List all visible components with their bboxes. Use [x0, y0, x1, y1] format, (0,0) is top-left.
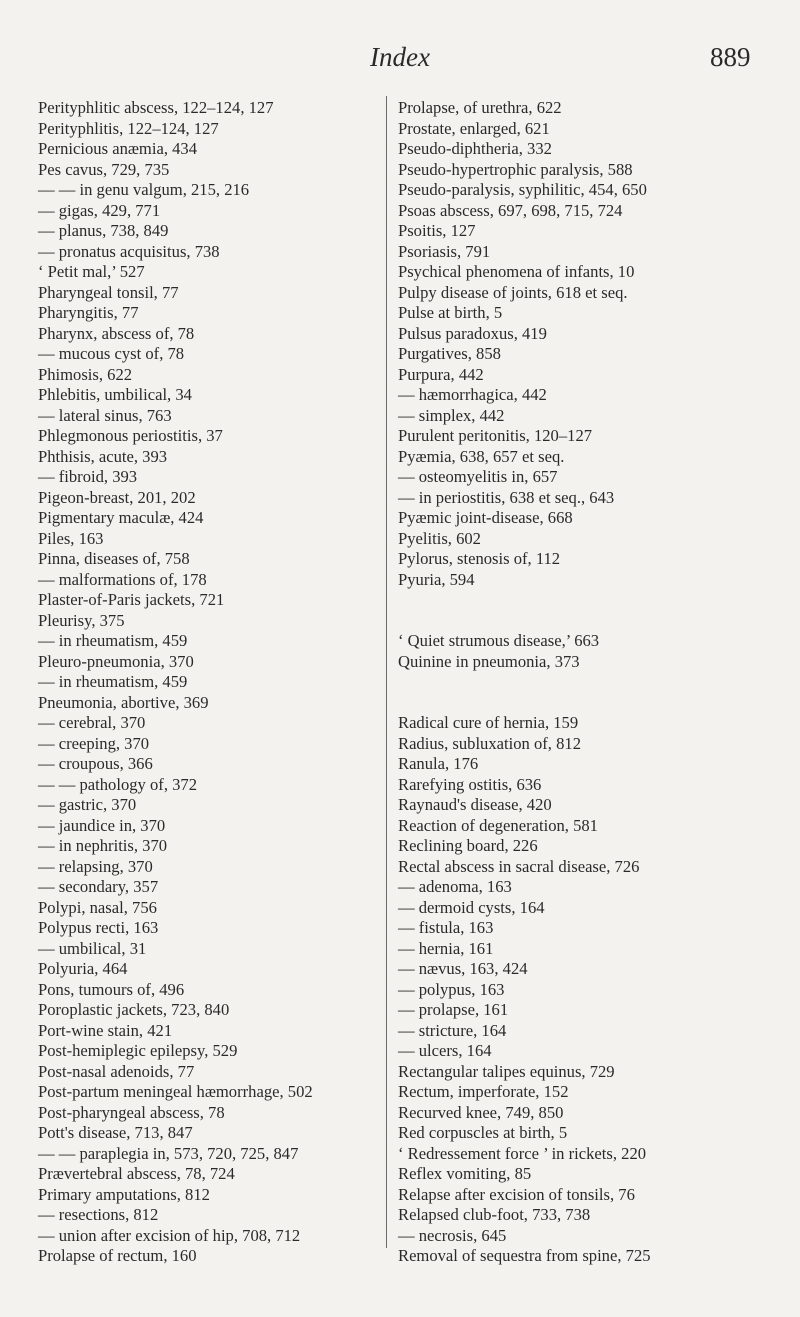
index-entry: Pulse at birth, 5 — [398, 303, 503, 322]
index-entry: — prolapse, 161 — [398, 1000, 509, 1019]
index-entry: Pyæmia, 638, 657 et seq. — [398, 446, 565, 466]
index-entry: Post-pharyngeal abscess, 78 — [38, 1102, 225, 1122]
index-entry: — relapsing, 370 — [38, 856, 153, 876]
index-entry: Pharynx, abscess of, 78 — [38, 323, 195, 343]
index-entry: Rectal abscess in sacral disease, 726 — [398, 856, 640, 876]
index-entry: Polyuria, 464 — [38, 959, 128, 978]
index-entry: Perityphlitic abscess, 122–124, 127 — [38, 98, 274, 117]
index-entry: Pes cavus, 729, 735 — [38, 159, 170, 179]
index-entry: Rarefying ostitis, 636 — [398, 774, 542, 794]
index-entry: — union after excision of hip, 708, 712 — [38, 1225, 301, 1245]
index-entry: Phthisis, acute, 393 — [38, 446, 168, 466]
index-entry: Ranula, 176 — [398, 754, 479, 773]
index-column-right — [398, 98, 796, 1267]
index-entry: Pigmentary maculæ, 424 — [38, 508, 204, 527]
index-entry: Pinna, diseases of, 758 — [38, 549, 190, 568]
index-entry: Psoas abscess, 697, 698, 715, 724 — [398, 200, 623, 220]
index-entry: Rectangular talipes equinus, 729 — [398, 1061, 615, 1081]
index-entry: Reflex vomiting, 85 — [398, 1164, 532, 1183]
index-entry: Red corpuscles at birth, 5 — [398, 1123, 568, 1142]
index-entry: — croupous, 366 — [38, 754, 153, 773]
index-entry: Polypus recti, 163 — [38, 918, 159, 937]
index-entry: Pylorus, stenosis of, 112 — [398, 549, 561, 568]
index-entry: — gastric, 370 — [38, 795, 137, 814]
running-title: Index — [370, 42, 430, 72]
index-entry: Pott's disease, 713, 847 — [38, 1123, 193, 1142]
index-entry: Phimosis, 622 — [38, 364, 133, 384]
index-entry: Pons, tumours of, 496 — [38, 979, 185, 999]
index-entry: — polypus, 163 — [398, 979, 505, 999]
index-entry: — secondary, 357 — [38, 877, 159, 896]
index-entry: — nævus, 163, 424 — [398, 959, 528, 978]
index-entry: Purgatives, 858 — [398, 344, 501, 363]
index-entry: Poroplastic jackets, 723, 840 — [38, 1000, 230, 1019]
index-entry: — simplex, 442 — [398, 405, 505, 425]
index-entry: Piles, 163 — [38, 528, 104, 548]
index-entry: Pleuro-pneumonia, 370 — [38, 651, 194, 671]
index-entry: Relapsed club-foot, 733, 738 — [398, 1205, 591, 1224]
index-entry: Pharyngeal tonsil, 77 — [38, 282, 179, 302]
index-entry: — malformations of, 178 — [38, 569, 207, 589]
index-entry: Relapse after excision of tonsils, 76 — [398, 1184, 635, 1204]
index-entry: — mucous cyst of, 78 — [38, 344, 185, 363]
index-entry: — ulcers, 164 — [398, 1041, 492, 1060]
index-entry: Prostate, enlarged, 621 — [398, 118, 550, 138]
index-entry: Pseudo-paralysis, syphilitic, 454, 650 — [398, 180, 647, 199]
index-entry: — planus, 738, 849 — [38, 221, 169, 240]
index-entry: Polypi, nasal, 756 — [38, 897, 157, 917]
index-entry: ‘ Petit mal,’ 527 — [38, 262, 145, 281]
index-entry: Pernicious anæmia, 434 — [38, 139, 198, 158]
index-entry: Reaction of degeneration, 581 — [398, 815, 598, 835]
index-entry: — lateral sinus, 763 — [38, 405, 172, 425]
index-entry: Plaster-of-Paris jackets, 721 — [38, 590, 225, 609]
index-entry: — dermoid cysts, 164 — [398, 897, 545, 917]
index-entry: — hernia, 161 — [398, 938, 494, 958]
index-entry: — adenoma, 163 — [398, 877, 512, 896]
index-entry: Post-partum meningeal hæmorrhage, 502 — [38, 1082, 313, 1101]
index-entry: Radius, subluxation of, 812 — [398, 733, 581, 753]
column-divider — [386, 96, 387, 1248]
index-entry: Psoriasis, 791 — [398, 241, 491, 261]
index-entry: Radical cure of hernia, 159 — [398, 713, 579, 732]
index-entry: Reclining board, 226 — [398, 836, 538, 855]
index-entry: — fibroid, 393 — [38, 467, 138, 486]
index-entry: Psoitis, 127 — [398, 221, 476, 240]
index-entry: — necrosis, 645 — [398, 1225, 507, 1245]
index-entry: Primary amputations, 812 — [38, 1184, 210, 1204]
section-gap — [398, 590, 796, 611]
index-entry: Phlebitis, umbilical, 34 — [38, 385, 192, 404]
index-entry: — resections, 812 — [38, 1205, 159, 1224]
index-entry: — fistula, 163 — [398, 918, 494, 937]
index-entry: — stricture, 164 — [398, 1020, 507, 1040]
index-entry: — — in genu valgum, 215, 216 — [38, 180, 250, 199]
section-gap — [398, 611, 796, 632]
page-number: 889 — [710, 42, 751, 72]
index-entry: — jaundice in, 370 — [38, 815, 166, 835]
index-entry: Psychical phenomena of infants, 10 — [398, 262, 635, 281]
index-entry: Quinine in pneumonia, 373 — [398, 651, 580, 671]
index-entry: Purpura, 442 — [398, 364, 484, 384]
index-entry: Pseudo-hypertrophic paralysis, 588 — [398, 159, 633, 179]
index-entry: — osteomyelitis in, 657 — [398, 467, 558, 486]
index-entry: Pseudo-diphtheria, 332 — [398, 139, 552, 158]
index-entry: Pyæmic joint-disease, 668 — [398, 508, 573, 527]
index-entry: — in rheumatism, 459 — [38, 672, 188, 691]
index-entry: Recurved knee, 749, 850 — [398, 1102, 564, 1122]
index-entry: — in nephritis, 370 — [38, 836, 168, 855]
index-entry: Removal of sequestra from spine, 725 — [398, 1246, 651, 1265]
index-entry: ‘ Quiet strumous disease,’ 663 — [398, 631, 600, 650]
section-gap — [398, 672, 796, 693]
index-entry: — in periostitis, 638 et seq., 643 — [398, 487, 615, 507]
index-entry: Prolapse of rectum, 160 — [38, 1246, 197, 1265]
index-entry: Pyuria, 594 — [398, 569, 475, 589]
index-entry: Rectum, imperforate, 152 — [398, 1082, 569, 1101]
index-entry: Phlegmonous periostitis, 37 — [38, 426, 223, 445]
index-entry: — — paraplegia in, 573, 720, 725, 847 — [38, 1143, 299, 1163]
index-entry: — gigas, 429, 771 — [38, 200, 161, 220]
index-entry: — hæmorrhagica, 442 — [398, 385, 547, 404]
index-entry: ‘ Redressement force ’ in rickets, 220 — [398, 1143, 647, 1163]
index-entry: Pigeon-breast, 201, 202 — [38, 487, 196, 507]
index-entry: Raynaud's disease, 420 — [398, 795, 552, 814]
index-entry: Post-hemiplegic epilepsy, 529 — [38, 1041, 238, 1060]
index-entry: Port-wine stain, 421 — [38, 1020, 173, 1040]
index-entry: Prolapse, of urethra, 622 — [398, 98, 562, 117]
index-entry: Pyelitis, 602 — [398, 528, 481, 548]
index-entry: Post-nasal adenoids, 77 — [38, 1061, 195, 1081]
index-entry: — umbilical, 31 — [38, 938, 147, 958]
index-entry: Perityphlitis, 122–124, 127 — [38, 118, 219, 138]
index-entry: — cerebral, 370 — [38, 713, 146, 732]
section-gap — [398, 693, 796, 714]
index-entry: — — pathology of, 372 — [38, 774, 198, 794]
index-entry: Pulsus paradoxus, 419 — [398, 323, 547, 343]
index-entry: — pronatus acquisitus, 738 — [38, 241, 220, 261]
index-entry: — creeping, 370 — [38, 733, 150, 753]
index-entry: Pneumonia, abortive, 369 — [38, 692, 209, 712]
index-entry: Pharyngitis, 77 — [38, 303, 139, 322]
index-entry: — in rheumatism, 459 — [38, 631, 188, 650]
index-entry: Pulpy disease of joints, 618 et seq. — [398, 282, 628, 302]
index-entry: Purulent peritonitis, 120–127 — [398, 426, 593, 445]
index-entry: Pleurisy, 375 — [38, 610, 125, 630]
page-header — [0, 42, 800, 82]
index-entry: Prævertebral abscess, 78, 724 — [38, 1164, 235, 1183]
